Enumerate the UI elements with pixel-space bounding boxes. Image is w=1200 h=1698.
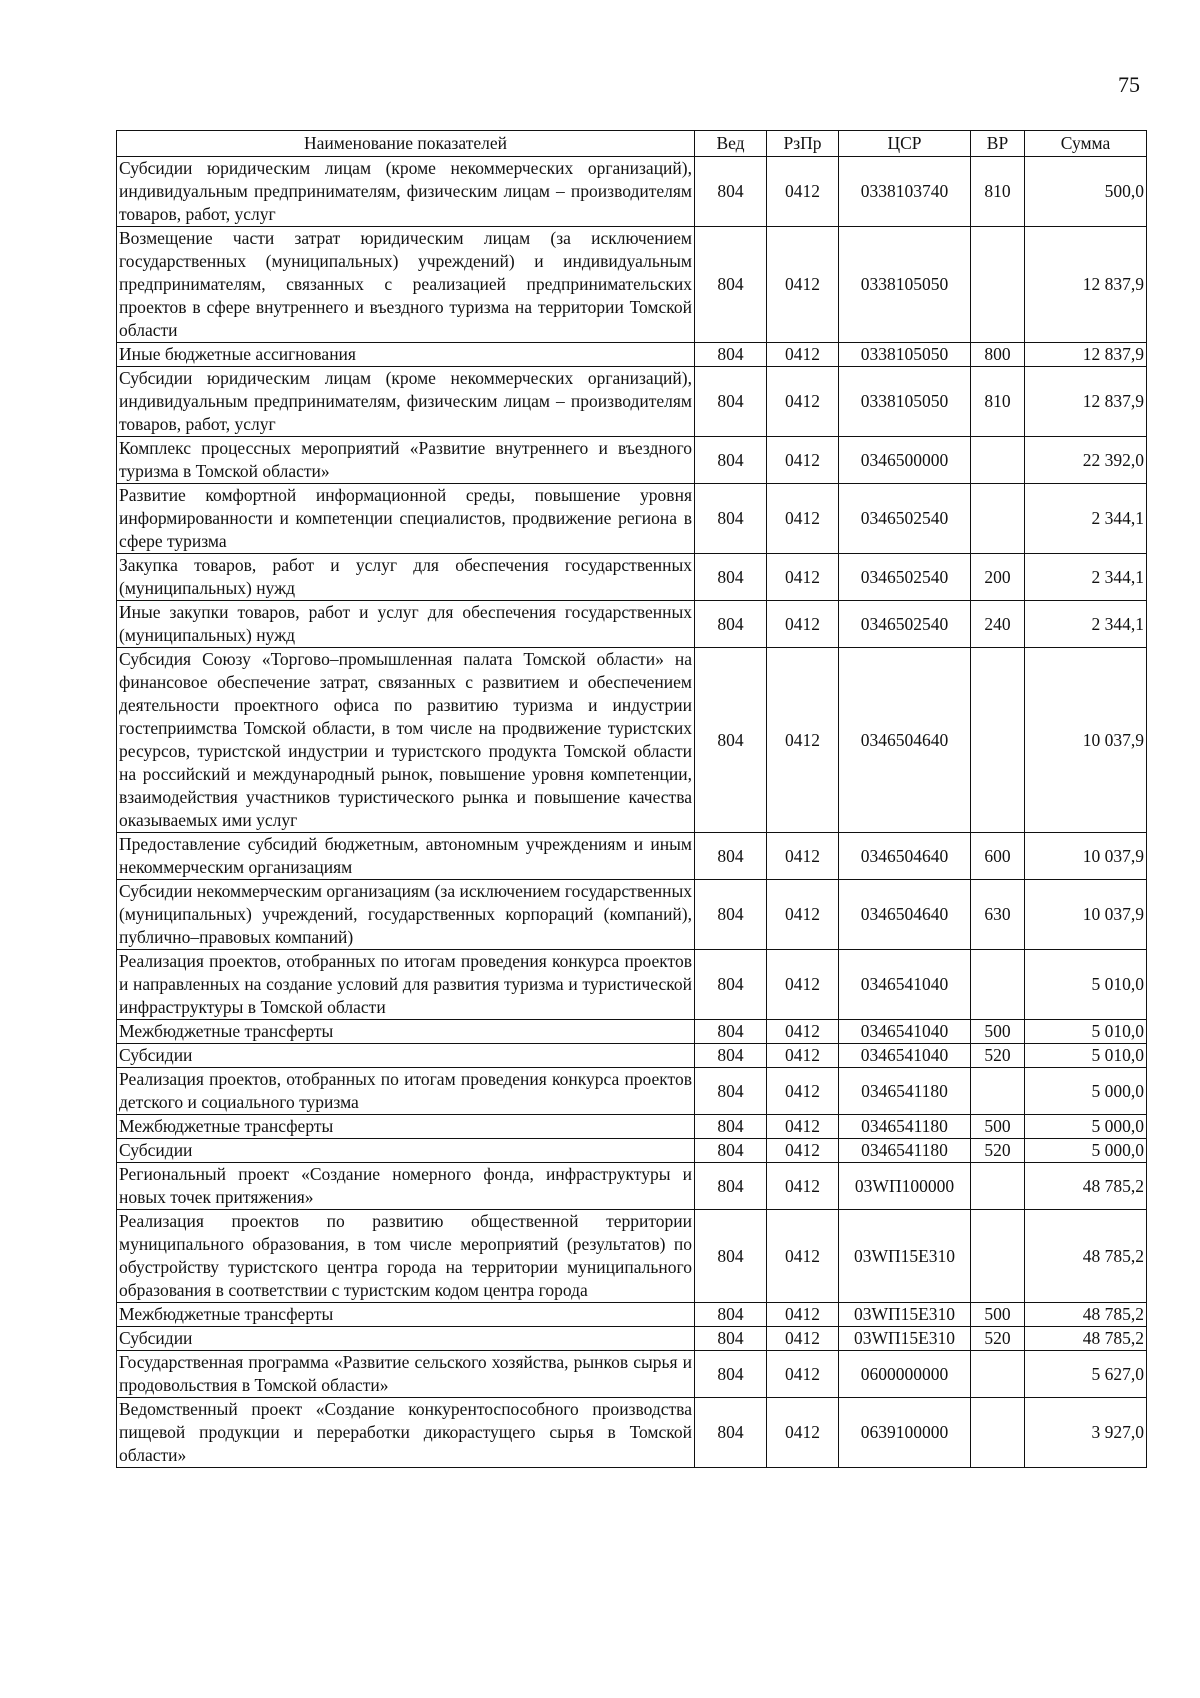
row-vr: 500 <box>971 1115 1025 1139</box>
row-sum: 5 627,0 <box>1025 1351 1147 1398</box>
row-vr <box>971 1068 1025 1115</box>
row-csr: 0600000000 <box>839 1351 971 1398</box>
header-name: Наименование показателей <box>117 131 695 157</box>
row-rzpr: 0412 <box>767 880 839 950</box>
row-ved: 804 <box>695 1210 767 1303</box>
row-ved: 804 <box>695 1068 767 1115</box>
table-row <box>117 157 1147 227</box>
row-rzpr: 0412 <box>767 1068 839 1115</box>
row-rzpr: 0412 <box>767 1327 839 1351</box>
table-row <box>117 1020 1147 1044</box>
header-sum: Сумма <box>1025 131 1147 157</box>
row-name: Реализация проектов, отобранных по итогам проведения конкурса проектов и направленных на создание условий для развития туризма и туристической инфраструктуры в Томской области <box>117 950 695 1020</box>
row-csr: 03WП15Е310 <box>839 1210 971 1303</box>
row-rzpr: 0412 <box>767 1163 839 1210</box>
row-csr: 0346502540 <box>839 484 971 554</box>
row-name: Субсидии <box>117 1327 695 1351</box>
row-sum: 5 000,0 <box>1025 1139 1147 1163</box>
table-header-row <box>117 131 1147 157</box>
row-name: Предоставление субсидий бюджетным, автономным учреждениям и иным некоммерческим организациям <box>117 833 695 880</box>
table-row <box>117 343 1147 367</box>
row-name: Развитие комфортной информационной среды, повышение уровня информированности и компетенции специалистов, продвижение региона в сфере туризма <box>117 484 695 554</box>
row-ved: 804 <box>695 437 767 484</box>
table-body <box>117 157 1147 1468</box>
row-rzpr: 0412 <box>767 1044 839 1068</box>
row-csr: 03WП15Е310 <box>839 1327 971 1351</box>
table-row <box>117 950 1147 1020</box>
header-csr: ЦСР <box>839 131 971 157</box>
row-csr: 0346500000 <box>839 437 971 484</box>
row-name: Субсидии некоммерческим организациям (за исключением государственных (муниципальных) учреждений, государственных корпораций (компаний), публично–правовых компаний) <box>117 880 695 950</box>
row-sum: 3 927,0 <box>1025 1398 1147 1468</box>
table-row <box>117 227 1147 343</box>
table-row <box>117 880 1147 950</box>
row-sum: 5 010,0 <box>1025 1020 1147 1044</box>
row-vr: 520 <box>971 1327 1025 1351</box>
row-vr <box>971 1351 1025 1398</box>
row-ved: 804 <box>695 833 767 880</box>
row-name: Межбюджетные трансферты <box>117 1303 695 1327</box>
row-rzpr: 0412 <box>767 1398 839 1468</box>
row-vr: 520 <box>971 1044 1025 1068</box>
row-vr <box>971 950 1025 1020</box>
row-ved: 804 <box>695 1163 767 1210</box>
row-csr: 0346502540 <box>839 554 971 601</box>
header-rzpr: РзПр <box>767 131 839 157</box>
row-ved: 804 <box>695 343 767 367</box>
row-rzpr: 0412 <box>767 437 839 484</box>
row-vr <box>971 484 1025 554</box>
row-vr <box>971 1398 1025 1468</box>
row-sum: 48 785,2 <box>1025 1163 1147 1210</box>
row-csr: 0338103740 <box>839 157 971 227</box>
row-sum: 12 837,9 <box>1025 227 1147 343</box>
row-csr: 0346504640 <box>839 833 971 880</box>
row-ved: 804 <box>695 1115 767 1139</box>
budget-table <box>116 130 1147 1468</box>
row-name: Реализация проектов, отобранных по итогам проведения конкурса проектов детского и социального туризма <box>117 1068 695 1115</box>
table-row <box>117 484 1147 554</box>
row-vr: 800 <box>971 343 1025 367</box>
row-rzpr: 0412 <box>767 1351 839 1398</box>
table-row <box>117 367 1147 437</box>
row-sum: 22 392,0 <box>1025 437 1147 484</box>
table-row <box>117 833 1147 880</box>
row-name: Межбюджетные трансферты <box>117 1115 695 1139</box>
table-row <box>117 648 1147 833</box>
row-ved: 804 <box>695 1139 767 1163</box>
row-sum: 500,0 <box>1025 157 1147 227</box>
row-rzpr: 0412 <box>767 554 839 601</box>
row-sum: 10 037,9 <box>1025 880 1147 950</box>
table-row <box>117 1044 1147 1068</box>
row-csr: 0346541180 <box>839 1139 971 1163</box>
row-rzpr: 0412 <box>767 1210 839 1303</box>
row-ved: 804 <box>695 950 767 1020</box>
row-rzpr: 0412 <box>767 601 839 648</box>
row-name: Субсидии <box>117 1139 695 1163</box>
row-ved: 804 <box>695 1327 767 1351</box>
row-ved: 804 <box>695 1398 767 1468</box>
row-rzpr: 0412 <box>767 1303 839 1327</box>
row-sum: 12 837,9 <box>1025 367 1147 437</box>
row-sum: 2 344,1 <box>1025 484 1147 554</box>
row-sum: 48 785,2 <box>1025 1303 1147 1327</box>
row-vr <box>971 227 1025 343</box>
row-vr: 500 <box>971 1303 1025 1327</box>
row-ved: 804 <box>695 880 767 950</box>
row-sum: 12 837,9 <box>1025 343 1147 367</box>
row-vr: 520 <box>971 1139 1025 1163</box>
row-name: Иные бюджетные ассигнования <box>117 343 695 367</box>
row-name: Субсидии юридическим лицам (кроме некоммерческих организаций), индивидуальным предпринимателям, физическим лицам – производителям товаров, работ, услуг <box>117 157 695 227</box>
row-ved: 804 <box>695 1044 767 1068</box>
row-ved: 804 <box>695 227 767 343</box>
row-rzpr: 0412 <box>767 343 839 367</box>
row-ved: 804 <box>695 601 767 648</box>
table-row <box>117 601 1147 648</box>
row-name: Региональный проект «Создание номерного фонда, инфраструктуры и новых точек притяжения» <box>117 1163 695 1210</box>
page-number: 75 <box>1118 72 1140 97</box>
row-ved: 804 <box>695 1303 767 1327</box>
header-ved: Вед <box>695 131 767 157</box>
table-row <box>117 1351 1147 1398</box>
row-vr: 810 <box>971 367 1025 437</box>
row-vr: 600 <box>971 833 1025 880</box>
row-ved: 804 <box>695 157 767 227</box>
row-name: Государственная программа «Развитие сельского хозяйства, рынков сырья и продовольствия в Томской области» <box>117 1351 695 1398</box>
row-vr: 810 <box>971 157 1025 227</box>
row-csr: 0346541040 <box>839 1020 971 1044</box>
row-csr: 03WП15Е310 <box>839 1303 971 1327</box>
row-name: Межбюджетные трансферты <box>117 1020 695 1044</box>
row-csr: 0346502540 <box>839 601 971 648</box>
row-ved: 804 <box>695 1020 767 1044</box>
row-ved: 804 <box>695 367 767 437</box>
row-vr: 240 <box>971 601 1025 648</box>
row-sum: 2 344,1 <box>1025 601 1147 648</box>
row-vr: 630 <box>971 880 1025 950</box>
row-sum: 48 785,2 <box>1025 1210 1147 1303</box>
table-row <box>117 1398 1147 1468</box>
row-csr: 0346504640 <box>839 648 971 833</box>
row-name: Комплекс процессных мероприятий «Развитие внутреннего и въездного туризма в Томской области» <box>117 437 695 484</box>
row-csr: 0338105050 <box>839 367 971 437</box>
row-csr: 0639100000 <box>839 1398 971 1468</box>
row-sum: 10 037,9 <box>1025 833 1147 880</box>
row-sum: 5 000,0 <box>1025 1068 1147 1115</box>
row-vr <box>971 648 1025 833</box>
row-rzpr: 0412 <box>767 950 839 1020</box>
row-csr: 0346541180 <box>839 1068 971 1115</box>
row-vr <box>971 1163 1025 1210</box>
row-csr: 0338105050 <box>839 343 971 367</box>
row-ved: 804 <box>695 648 767 833</box>
row-csr: 0346504640 <box>839 880 971 950</box>
row-vr <box>971 437 1025 484</box>
table-row <box>117 437 1147 484</box>
row-csr: 0338105050 <box>839 227 971 343</box>
row-name: Закупка товаров, работ и услуг для обеспечения государственных (муниципальных) нужд <box>117 554 695 601</box>
table-row <box>117 1303 1147 1327</box>
row-rzpr: 0412 <box>767 1115 839 1139</box>
row-rzpr: 0412 <box>767 227 839 343</box>
table-row <box>117 1115 1147 1139</box>
row-name: Иные закупки товаров, работ и услуг для обеспечения государственных (муниципальных) нужд <box>117 601 695 648</box>
row-csr: 0346541180 <box>839 1115 971 1139</box>
row-name: Ведомственный проект «Создание конкурентоспособного производства пищевой продукции и переработки дикорастущего сырья в Томской области» <box>117 1398 695 1468</box>
table-row <box>117 1139 1147 1163</box>
row-ved: 804 <box>695 1351 767 1398</box>
row-sum: 5 010,0 <box>1025 1044 1147 1068</box>
row-rzpr: 0412 <box>767 833 839 880</box>
row-csr: 0346541040 <box>839 1044 971 1068</box>
row-vr: 500 <box>971 1020 1025 1044</box>
row-vr: 200 <box>971 554 1025 601</box>
row-name: Субсидия Союзу «Торгово–промышленная палата Томской области» на финансовое обеспечение затрат, связанных с развитием и обеспечением деятельности проектного офиса по развитию туризма и индустрии гостеприимства Томской области, в том числе на продвижение туристских ресурсов, туристской индустрии и туристского продукта Томской области на российский и международный рынок, повышение уровня компетенции, взаимодействия участников туристического рынка и повышение качества оказываемых ими услуг <box>117 648 695 833</box>
row-sum: 2 344,1 <box>1025 554 1147 601</box>
row-rzpr: 0412 <box>767 367 839 437</box>
row-sum: 5 010,0 <box>1025 950 1147 1020</box>
row-rzpr: 0412 <box>767 157 839 227</box>
row-sum: 48 785,2 <box>1025 1327 1147 1351</box>
table-row <box>117 1163 1147 1210</box>
row-name: Субсидии <box>117 1044 695 1068</box>
row-csr: 0346541040 <box>839 950 971 1020</box>
table-row <box>117 554 1147 601</box>
row-csr: 03WП100000 <box>839 1163 971 1210</box>
row-name: Субсидии юридическим лицам (кроме некоммерческих организаций), индивидуальным предпринимателям, физическим лицам – производителям товаров, работ, услуг <box>117 367 695 437</box>
header-vr: ВР <box>971 131 1025 157</box>
row-rzpr: 0412 <box>767 648 839 833</box>
row-name: Реализация проектов по развитию общественной территории муниципального образования, в том числе мероприятий (результатов) по обустройству туристского центра города на территории муниципального образования в соответствии с туристским кодом центра города <box>117 1210 695 1303</box>
row-name: Возмещение части затрат юридическим лицам (за исключением государственных (муниципальных) учреждений) и индивидуальным предпринимателям, связанных с реализацией предпринимательских проектов в сфере внутреннего и въездного туризма на территории Томской области <box>117 227 695 343</box>
row-sum: 10 037,9 <box>1025 648 1147 833</box>
table-row <box>117 1210 1147 1303</box>
table-row <box>117 1327 1147 1351</box>
row-sum: 5 000,0 <box>1025 1115 1147 1139</box>
row-rzpr: 0412 <box>767 1020 839 1044</box>
row-ved: 804 <box>695 554 767 601</box>
table-row <box>117 1068 1147 1115</box>
row-rzpr: 0412 <box>767 484 839 554</box>
row-vr <box>971 1210 1025 1303</box>
row-ved: 804 <box>695 484 767 554</box>
row-rzpr: 0412 <box>767 1139 839 1163</box>
